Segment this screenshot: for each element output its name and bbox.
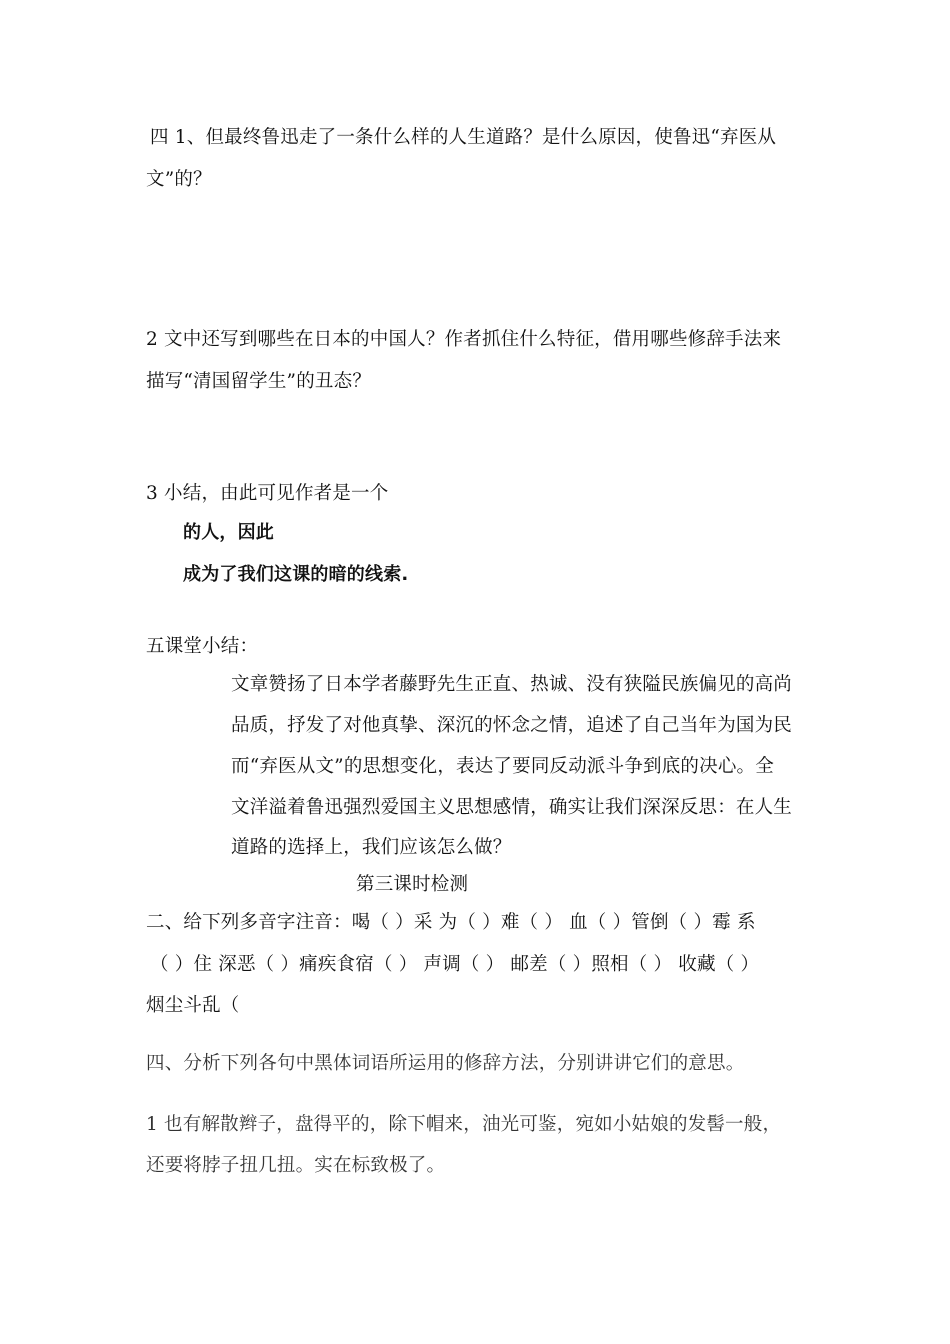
section-5-heading: 五课堂小结： [146,636,259,657]
test-question-4-item-1-line-1: 1 也有解散辫子，盘得平的，除下帽来，油光可鉴，宛如小姑娘的发髻一般， [146,1114,782,1135]
question-4-3-line-1: 3 小结，由此可见作者是一个 [146,483,389,504]
test-question-2-line-1: 二、给下列多音字注音：喝（ ）采 为（ ）难（ ） 血（ ）管倒（ ）霉 系 [146,912,756,933]
test-question-4-heading: 四、分析下列各句中黑体词语所运用的修辞方法，分别讲讲它们的意思。 [146,1053,745,1074]
question-4-1-line-1: 四 1、但最终鲁迅走了一条什么样的人生道路？是什么原因，使鲁迅“弃医从 [150,127,777,148]
summary-paragraph-line: 品质，抒发了对他真挚、深沉的怀念之情，追述了自己当年为国为民 [231,715,793,736]
summary-paragraph-line: 道路的选择上，我们应该怎么做？ [231,837,512,858]
summary-paragraph-line: 文洋溢着鲁迅强烈爱国主义思想感情，确实让我们深深反思：在人生 [231,797,793,818]
question-4-3-line-3: 成为了我们这课的暗的线索. [183,564,409,585]
summary-paragraph-line: 文章赞扬了日本学者藤野先生正直、热诚、没有狭隘民族偏见的高尚 [231,674,793,695]
question-4-2-line-1: 2 文中还写到哪些在日本的中国人？作者抓住什么特征，借用哪些修辞手法来 [146,329,782,350]
summary-paragraph-line: 而“弃医从文”的思想变化，表达了要同反动派斗争到底的决心。全 [231,756,774,777]
question-4-3-line-2: 的人，因此 [183,522,274,543]
test-question-2-line-2: （ ）住 深恶（ ）痛疾食宿（ ） 声调（ ） 邮差（ ）照相（ ） 收藏（ ） [150,954,760,975]
question-4-2-line-2: 描写“清国留学生”的丑态？ [146,371,372,392]
question-4-1-line-2: 文”的？ [146,169,212,190]
test-title: 第三课时检测 [356,874,469,895]
test-question-4-item-1-line-2: 还要将脖子扭几扭。实在标致极了。 [146,1155,446,1176]
test-question-2-line-3: 烟尘斗乱（ [146,995,240,1016]
